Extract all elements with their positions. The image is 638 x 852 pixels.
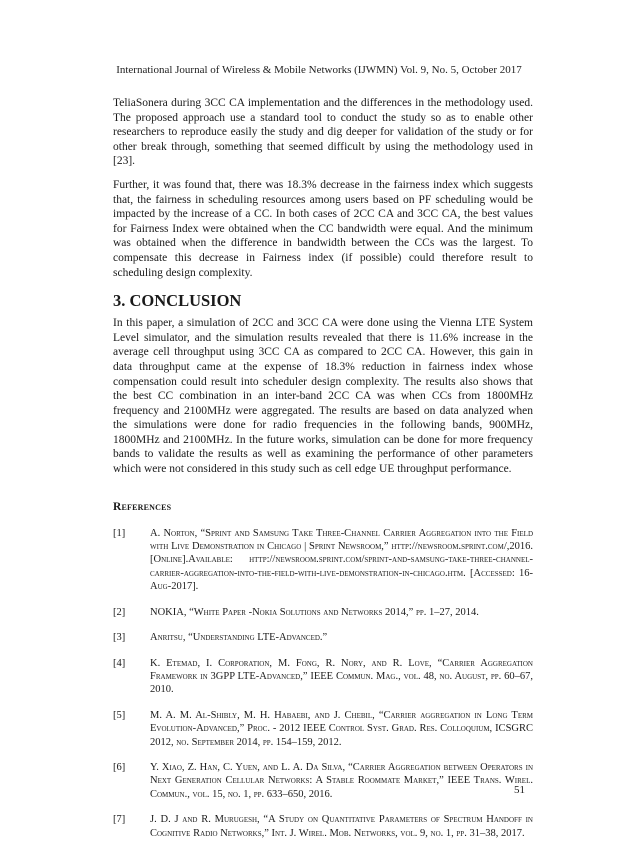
- reference-text: Y. Xiao, Z. Han, C. Yuen, and L. A. Da Silva, “Carrier Aggregation between Operators in Next Generation Cellular Networks: A Stable Roommate Market,” IEEE Trans. Wirel. Commun., vol. 15, no. 1, pp. 633–650, 2016.: [150, 761, 533, 800]
- page-content: [113, 96, 533, 852]
- reference-item: [113, 813, 533, 840]
- conclusion-paragraph: In this paper, a simulation of 2CC and 3CC CA were done using the Vienna LTE System Level simulator, and the simulation results revealed that there is 11.6% increase in the average cell throughput using 3CC CA as compared to 2CC CA. However, this gain in data throughput came at the expense of 18.3% reduction in fairness index whose compensation could result into scheduler design complexity. The results also shows that the best CC combination in an inter-band 2CC CA was when CCs from 1800MHz frequency and 2100MHz were aggregated. The results are based on data analyzed when the simulations were done for radio frequencies in the following bands, 900MHz, 1800MHz and 2100MHz. In the future works, simulation can be done for more frequency bands to validate the results as well as examining the performance of other parameters which were not considered in this study such as cell edge UE throughput performance.: [113, 317, 533, 476]
- reference-text: NOKIA, “White Paper -Nokia Solutions and Networks 2014,” pp. 1–27, 2014.: [150, 606, 479, 618]
- reference-number: [6]: [113, 761, 126, 773]
- references-heading: References: [113, 500, 172, 513]
- page-number: 51: [514, 784, 525, 796]
- reference-number: [5]: [113, 709, 126, 721]
- reference-number: [1]: [113, 527, 126, 539]
- reference-item: [113, 709, 533, 749]
- reference-item: [113, 657, 533, 697]
- reference-text: A. Norton, “Sprint and Samsung Take Three-Channel Carrier Aggregation into the Field with Live Demonstration in Chicago | Sprint Newsroom,” http://newsroom.sprint.com/,2016.[Online].Available: http://newsroom.sprint.com/sprint-and-samsung-take-three-channel-carrier-aggregation-into-the-field-with-live-demonstration-in-chicago.htm. [Accessed: 16-Aug-2017].: [150, 527, 533, 593]
- reference-number: [4]: [113, 657, 126, 669]
- conclusion-heading: 3. CONCLUSION: [113, 291, 242, 311]
- reference-item: [113, 631, 533, 644]
- reference-number: [7]: [113, 814, 126, 826]
- reference-item: [113, 527, 533, 594]
- paragraph-fairness: Further, it was found that, there was 18.3% decrease in the fairness index which suggests that, the fairness in scheduling resources among users based on PF scheduling would be impacted by the increase of a CC. In both cases of 2CC CA and 3CC CA, the best values for Fairness Index were obtained when the CC bandwidth were equal. And the minimum was obtained when the difference in bandwidth between the CCs was the largest. To compensate this decrease in Fairness index (if possible) could therefore result to scheduling design complexity.: [113, 178, 533, 279]
- reference-number: [2]: [113, 606, 126, 618]
- reference-item: [113, 761, 533, 801]
- reference-text: Anritsu, “Understanding LTE-Advanced.”: [150, 632, 328, 644]
- reference-text: M. A. M. Al-Shibly, M. H. Habaebi, and J. Chebil, “Carrier aggregation in Long Term Evolution-Advanced,” Proc. - 2012 IEEE Control Syst. Grad. Res. Colloquium, ICSGRC 2012, no. September 2014, pp. 154–159, 2012.: [150, 709, 533, 748]
- running-header: International Journal of Wireless & Mobile Networks (IJWMN) Vol. 9, No. 5, October 2017: [116, 64, 522, 76]
- reference-number: [3]: [113, 632, 126, 644]
- reference-text: J. D. J and R. Murugesh, “A Study on Quantitative Parameters of Spectrum Handoff in Cognitive Radio Networks,” Int. J. Wirel. Mob. Networks, vol. 9, no. 1, pp. 31–38, 2017.: [150, 814, 533, 839]
- paragraph-teliasonera: TeliaSonera during 3CC CA implementation and the differences in the methodology used. The proposed approach use a standard tool to conduct the study so as to enable other researchers to reproduce easily the study and dig deeper for validation of the study or for other break through, something that seemed difficult by using the methodology used in [23].: [113, 97, 533, 168]
- reference-item: [113, 606, 533, 619]
- reference-text: K. Etemad, I. Corporation, M. Fong, R. Nory, and R. Love, “Carrier Aggregation Framework in 3GPP LTE-Advanced,” IEEE Commun. Mag., vol. 48, no. August, pp. 60–67, 2010.: [150, 657, 533, 696]
